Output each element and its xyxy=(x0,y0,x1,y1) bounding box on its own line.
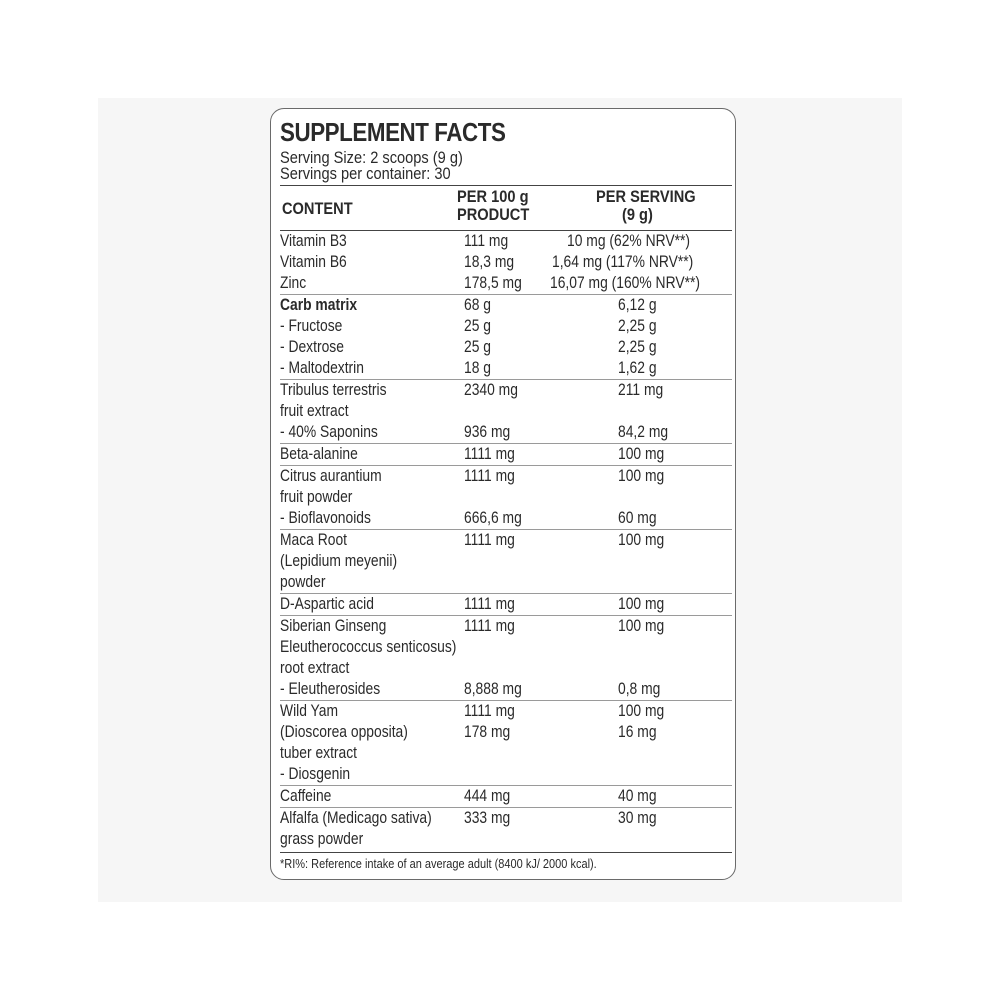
header-per100-line1: PER 100 g xyxy=(457,187,529,206)
per100-value: 1111 mg xyxy=(464,531,515,549)
per-serving-value: 100 mg xyxy=(618,531,665,549)
per-serving-value: 2,25 g xyxy=(618,338,657,356)
nutrient-name: Wild Yam xyxy=(280,702,339,720)
table-row xyxy=(280,530,732,551)
nutrient-name: Carb matrix xyxy=(280,296,358,314)
per100-value: 444 mg xyxy=(464,787,511,805)
nutrient-name: Tribulus terrestris xyxy=(280,381,387,399)
per100-value: 1111 mg xyxy=(464,617,515,635)
nutrient-name: Zinc xyxy=(280,274,307,292)
per-serving-value: 211 mg xyxy=(618,381,664,399)
per100-value: 1111 mg xyxy=(464,702,515,720)
nutrient-name: root extract xyxy=(280,659,350,677)
nutrient-name: tuber extract xyxy=(280,744,358,762)
nutrient-name: grass powder xyxy=(280,830,364,848)
nutrient-name: (Lepidium meyenii) xyxy=(280,552,398,570)
nutrient-name: Siberian Ginseng xyxy=(280,617,387,635)
table-row xyxy=(280,764,732,785)
nutrient-name: - Eleutherosides xyxy=(280,680,381,698)
table-row xyxy=(280,743,732,764)
nutrient-name: - Maltodextrin xyxy=(280,359,364,377)
nutrient-name: Vitamin B3 xyxy=(280,232,347,250)
column-header-row xyxy=(280,186,732,230)
label-title: SUPPLEMENT FACTS xyxy=(280,117,506,147)
table-row xyxy=(280,231,732,252)
header-per100-line2: PRODUCT xyxy=(457,205,530,224)
per-serving-value: 2,25 g xyxy=(618,317,657,335)
table-row xyxy=(280,679,732,700)
table-row xyxy=(280,551,732,572)
nutrient-name: fruit powder xyxy=(280,488,353,506)
table-row xyxy=(280,422,732,443)
nutrient-name: Alfalfa (Medicago sativa) xyxy=(280,809,432,827)
nutrient-name: D-Aspartic acid xyxy=(280,595,374,613)
table-row xyxy=(280,701,732,722)
table-row xyxy=(280,380,732,401)
nutrient-name: Maca Root xyxy=(280,531,348,549)
header-perserving-line2: (9 g) xyxy=(622,205,653,224)
nutrient-name: (Dioscorea opposita) xyxy=(280,723,408,741)
per-serving-value: 60 mg xyxy=(618,509,657,527)
table-row xyxy=(280,808,732,829)
nutrient-table xyxy=(280,231,732,850)
nutrient-name: Beta-alanine xyxy=(280,445,358,463)
per-serving-value: 100 mg xyxy=(618,445,665,463)
table-row xyxy=(280,466,732,487)
table-row xyxy=(280,358,732,379)
per100-value: 18,3 mg xyxy=(464,253,515,271)
table-row xyxy=(280,722,732,743)
per-serving-value: 1,62 g xyxy=(618,359,657,377)
table-row xyxy=(280,829,732,850)
table-row xyxy=(280,658,732,679)
per-serving-value: 16,07 mg (160% NRV**) xyxy=(550,274,700,292)
nutrient-name: - Dextrose xyxy=(280,338,344,356)
table-row xyxy=(280,616,732,637)
per100-value: 333 mg xyxy=(464,809,511,827)
per-serving-value: 16 mg xyxy=(618,723,657,741)
nutrient-name: powder xyxy=(280,573,326,591)
footnote: *RI%: Reference intake of an average adult (8400 kJ/ 2000 kcal). xyxy=(280,857,597,871)
table-row xyxy=(280,487,732,508)
per-serving-value: 30 mg xyxy=(618,809,657,827)
table-row xyxy=(280,401,732,422)
table-row xyxy=(280,337,732,358)
per-serving-value: 100 mg xyxy=(618,595,665,613)
table-row xyxy=(280,786,732,807)
per100-value: 18 g xyxy=(464,359,491,377)
nutrient-name: - Fructose xyxy=(280,317,343,335)
serving-size: Serving Size: 2 scoops (9 g) xyxy=(280,148,463,167)
table-row xyxy=(280,637,732,658)
table-row xyxy=(280,273,732,294)
per-serving-value: 0,8 mg xyxy=(618,680,661,698)
nutrient-name: Citrus aurantium xyxy=(280,467,382,485)
nutrient-name: fruit extract xyxy=(280,402,349,420)
header-content: CONTENT xyxy=(282,199,353,218)
per-serving-value: 40 mg xyxy=(618,787,657,805)
nutrient-name: - Diosgenin xyxy=(280,765,351,783)
per-serving-value: 100 mg xyxy=(618,467,665,485)
table-row xyxy=(280,508,732,529)
table-row xyxy=(280,295,732,316)
servings-per-container: Servings per container: 30 xyxy=(280,164,451,183)
per100-value: 8,888 mg xyxy=(464,680,522,698)
per100-value: 1111 mg xyxy=(464,467,515,485)
header-perserving-line1: PER SERVING xyxy=(596,187,696,206)
per100-value: 2340 mg xyxy=(464,381,518,399)
per100-value: 25 g xyxy=(464,338,491,356)
per100-value: 1111 mg xyxy=(464,445,515,463)
per100-value: 25 g xyxy=(464,317,491,335)
table-row xyxy=(280,252,732,273)
table-row xyxy=(280,572,732,593)
per100-value: 178,5 mg xyxy=(464,274,522,292)
nutrient-name: Vitamin B6 xyxy=(280,253,347,271)
table-row xyxy=(280,444,732,465)
table-row xyxy=(280,594,732,615)
per-serving-value: 6,12 g xyxy=(618,296,657,314)
supplement-facts-panel xyxy=(280,114,732,873)
nutrient-name: - Bioflavonoids xyxy=(280,509,371,527)
per100-value: 178 mg xyxy=(464,723,511,741)
nutrient-name: Eleutherococcus senticosus) xyxy=(280,638,457,656)
nutrient-name: Caffeine xyxy=(280,787,332,805)
per-serving-value: 84,2 mg xyxy=(618,423,669,441)
per-serving-value: 10 mg (62% NRV**) xyxy=(567,232,690,250)
per100-value: 936 mg xyxy=(464,423,511,441)
table-row xyxy=(280,316,732,337)
per100-value: 666,6 mg xyxy=(464,509,522,527)
per100-value: 1111 mg xyxy=(464,595,515,613)
per-serving-value: 100 mg xyxy=(618,617,665,635)
nutrient-name: - 40% Saponins xyxy=(280,423,378,441)
per-serving-value: 1,64 mg (117% NRV**) xyxy=(552,253,694,271)
per-serving-value: 100 mg xyxy=(618,702,665,720)
per100-value: 111 mg xyxy=(464,232,509,250)
per100-value: 68 g xyxy=(464,296,491,314)
